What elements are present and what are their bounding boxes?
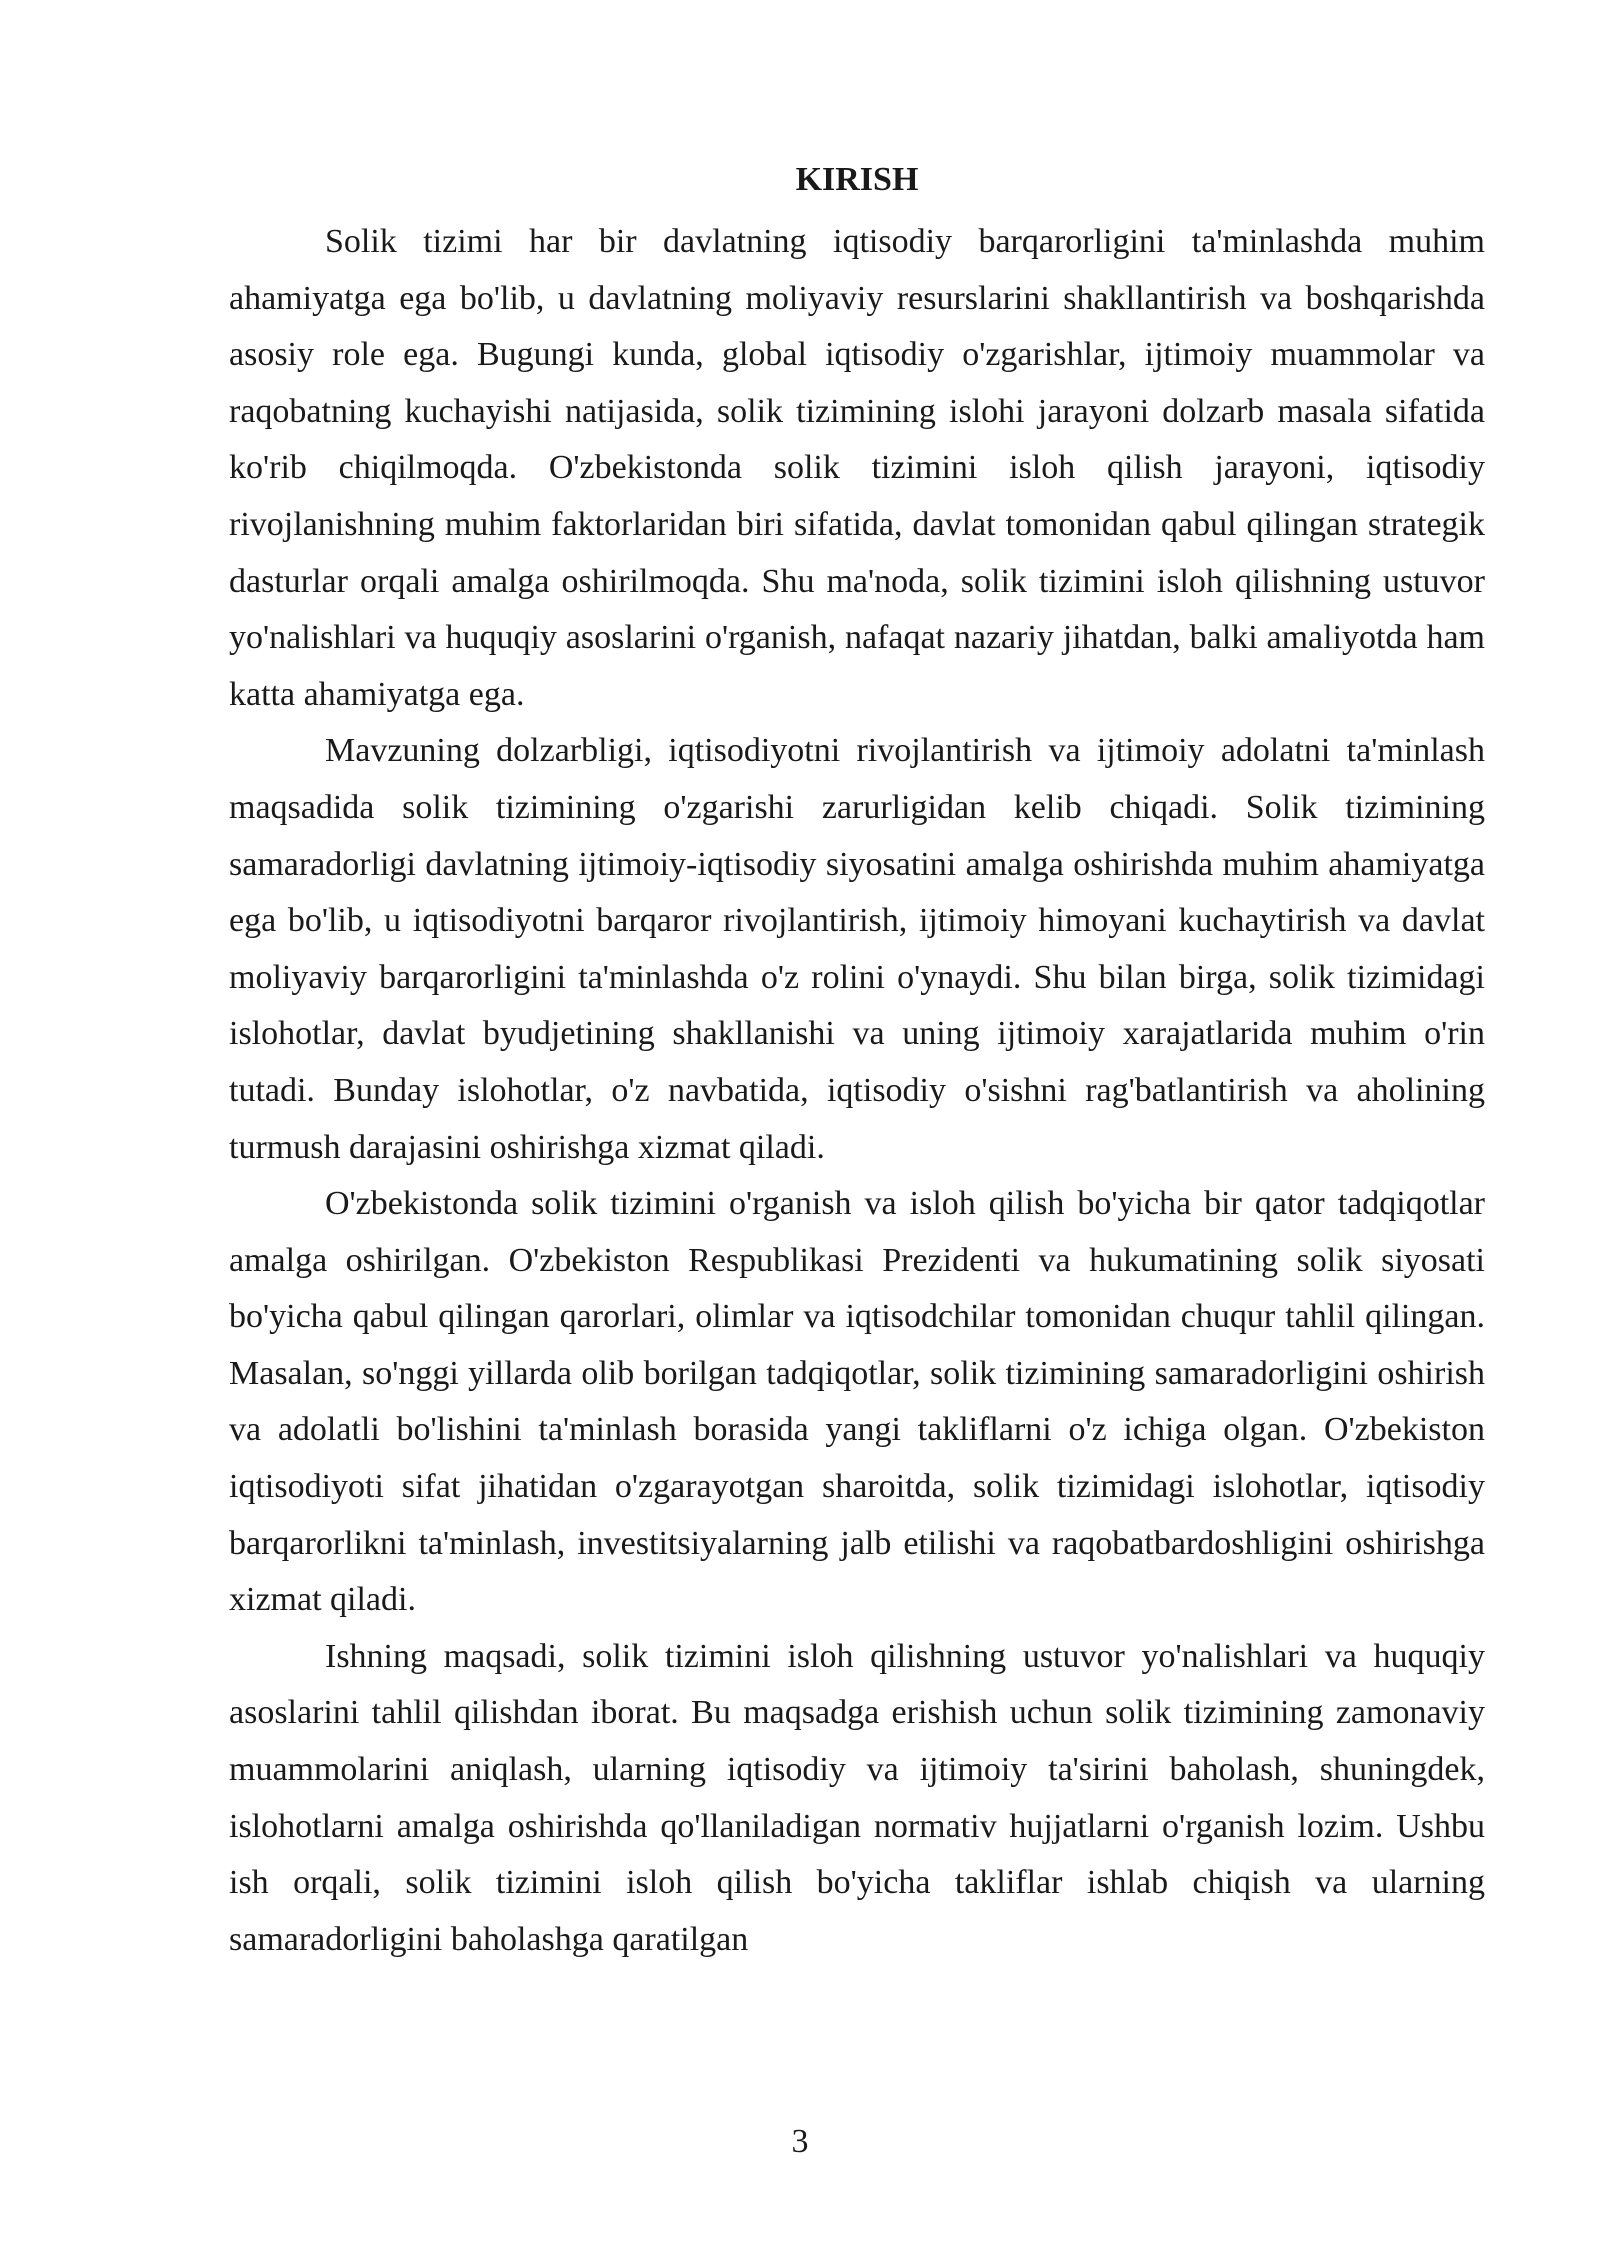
paragraph-research-review: O'zbekistonda solik tizimini o'rganish va isloh qilish bo'yicha bir qator tadqiqotlar amalga oshirilgan. O'zbekiston Respublikasi Prezidenti va hukumatining solik siyosati bo'yicha qabul qilingan qarorlari, olimlar va iqtisodchilar tomonidan chuqur tahlil qilingan. Masalan, so'nggi yillarda olib borilgan tadqiqotlar, solik tizimining samaradorligini oshirish va adolatli bo'lishini ta'minlash borasida yangi takliflarni o'z ichiga olgan. O'zbekiston iqtisodiyoti sifat jihatidan o'zgarayotgan sharoitda, solik tizimidagi islohotlar, iqtisodiy barqarorlikni ta'minlash, investitsiyalarning jalb etilishi va raqobatbardoshligini oshirishga xizmat qiladi.	[229, 1185, 1485, 1619]
page-content	[229, 160, 1485, 1968]
section-title: KIRISH	[795, 161, 919, 198]
paragraph-intro: Solik tizimi har bir davlatning iqtisodiy barqarorligini ta'minlashda muhim ahamiyatga ega bo'lib, u davlatning moliyaviy resurslarini shakllantirish va boshqarishda asosiy role ega. Bugungi kunda, global iqtisodiy o'zgarishlar, ijtimoiy muammolar va raqobatning kuchayishi natijasida, solik tizimining islohi jarayoni dolzarb masala sifatida ko'rib chiqilmoqda. O'zbekistonda solik tizimini isloh qilish jarayoni, iqtisodiy rivojlanishning muhim faktorlaridan biri sifatida, davlat tomonidan qabul qilingan strategik dasturlar orqali amalga oshirilmoqda. Shu ma'noda, solik tizimini isloh qilishning ustuvor yo'nalishlari va huquqiy asoslarini o'rganish, nafaqat nazariy jihatdan, balki amaliyotda ham katta ahamiyatga ega.	[229, 223, 1485, 713]
page-number: 3	[791, 2123, 809, 2160]
paragraph-relevance: Mavzuning dolzarbligi, iqtisodiyotni rivojlantirish va ijtimoiy adolatni ta'minlash maqsadida solik tizimining o'zgarishi zarurligidan kelib chiqadi. Solik tizimining samaradorligi davlatning ijtimoiy-iqtisodiy siyosatini amalga oshirishda muhim ahamiyatga ega bo'lib, u iqtisodiyotni barqaror rivojlantirish, ijtimoiy himoyani kuchaytirish va davlat moliyaviy barqarorligini ta'minlashda o'z rolini o'ynaydi. Shu bilan birga, solik tizimidagi islohotlar, davlat byudjetining shakllanishi va uning ijtimoiy xarajatlarida muhim o'rin tutadi. Bunday islohotlar, o'z navbatida, iqtisodiy o'sishni rag'batlantirish va aholining turmush darajasini oshirishga xizmat qiladi.	[229, 732, 1485, 1166]
paragraph-aim: Ishning maqsadi, solik tizimini isloh qilishning ustuvor yo'nalishlari va huquqiy asoslarini tahlil qilishdan iborat. Bu maqsadga erishish uchun solik tizimining zamonaviy muammolarini aniqlash, ularning iqtisodiy va ijtimoiy ta'sirini baholash, shuningdek, islohotlarni amalga oshirishda qo'llaniladigan normativ hujjatlarni o'rganish lozim. Ushbu ish orqali, solik tizimini isloh qilish bo'yicha takliflar ishlab chiqish va ularning samaradorligini baholashga qaratilgan	[229, 1637, 1485, 1958]
